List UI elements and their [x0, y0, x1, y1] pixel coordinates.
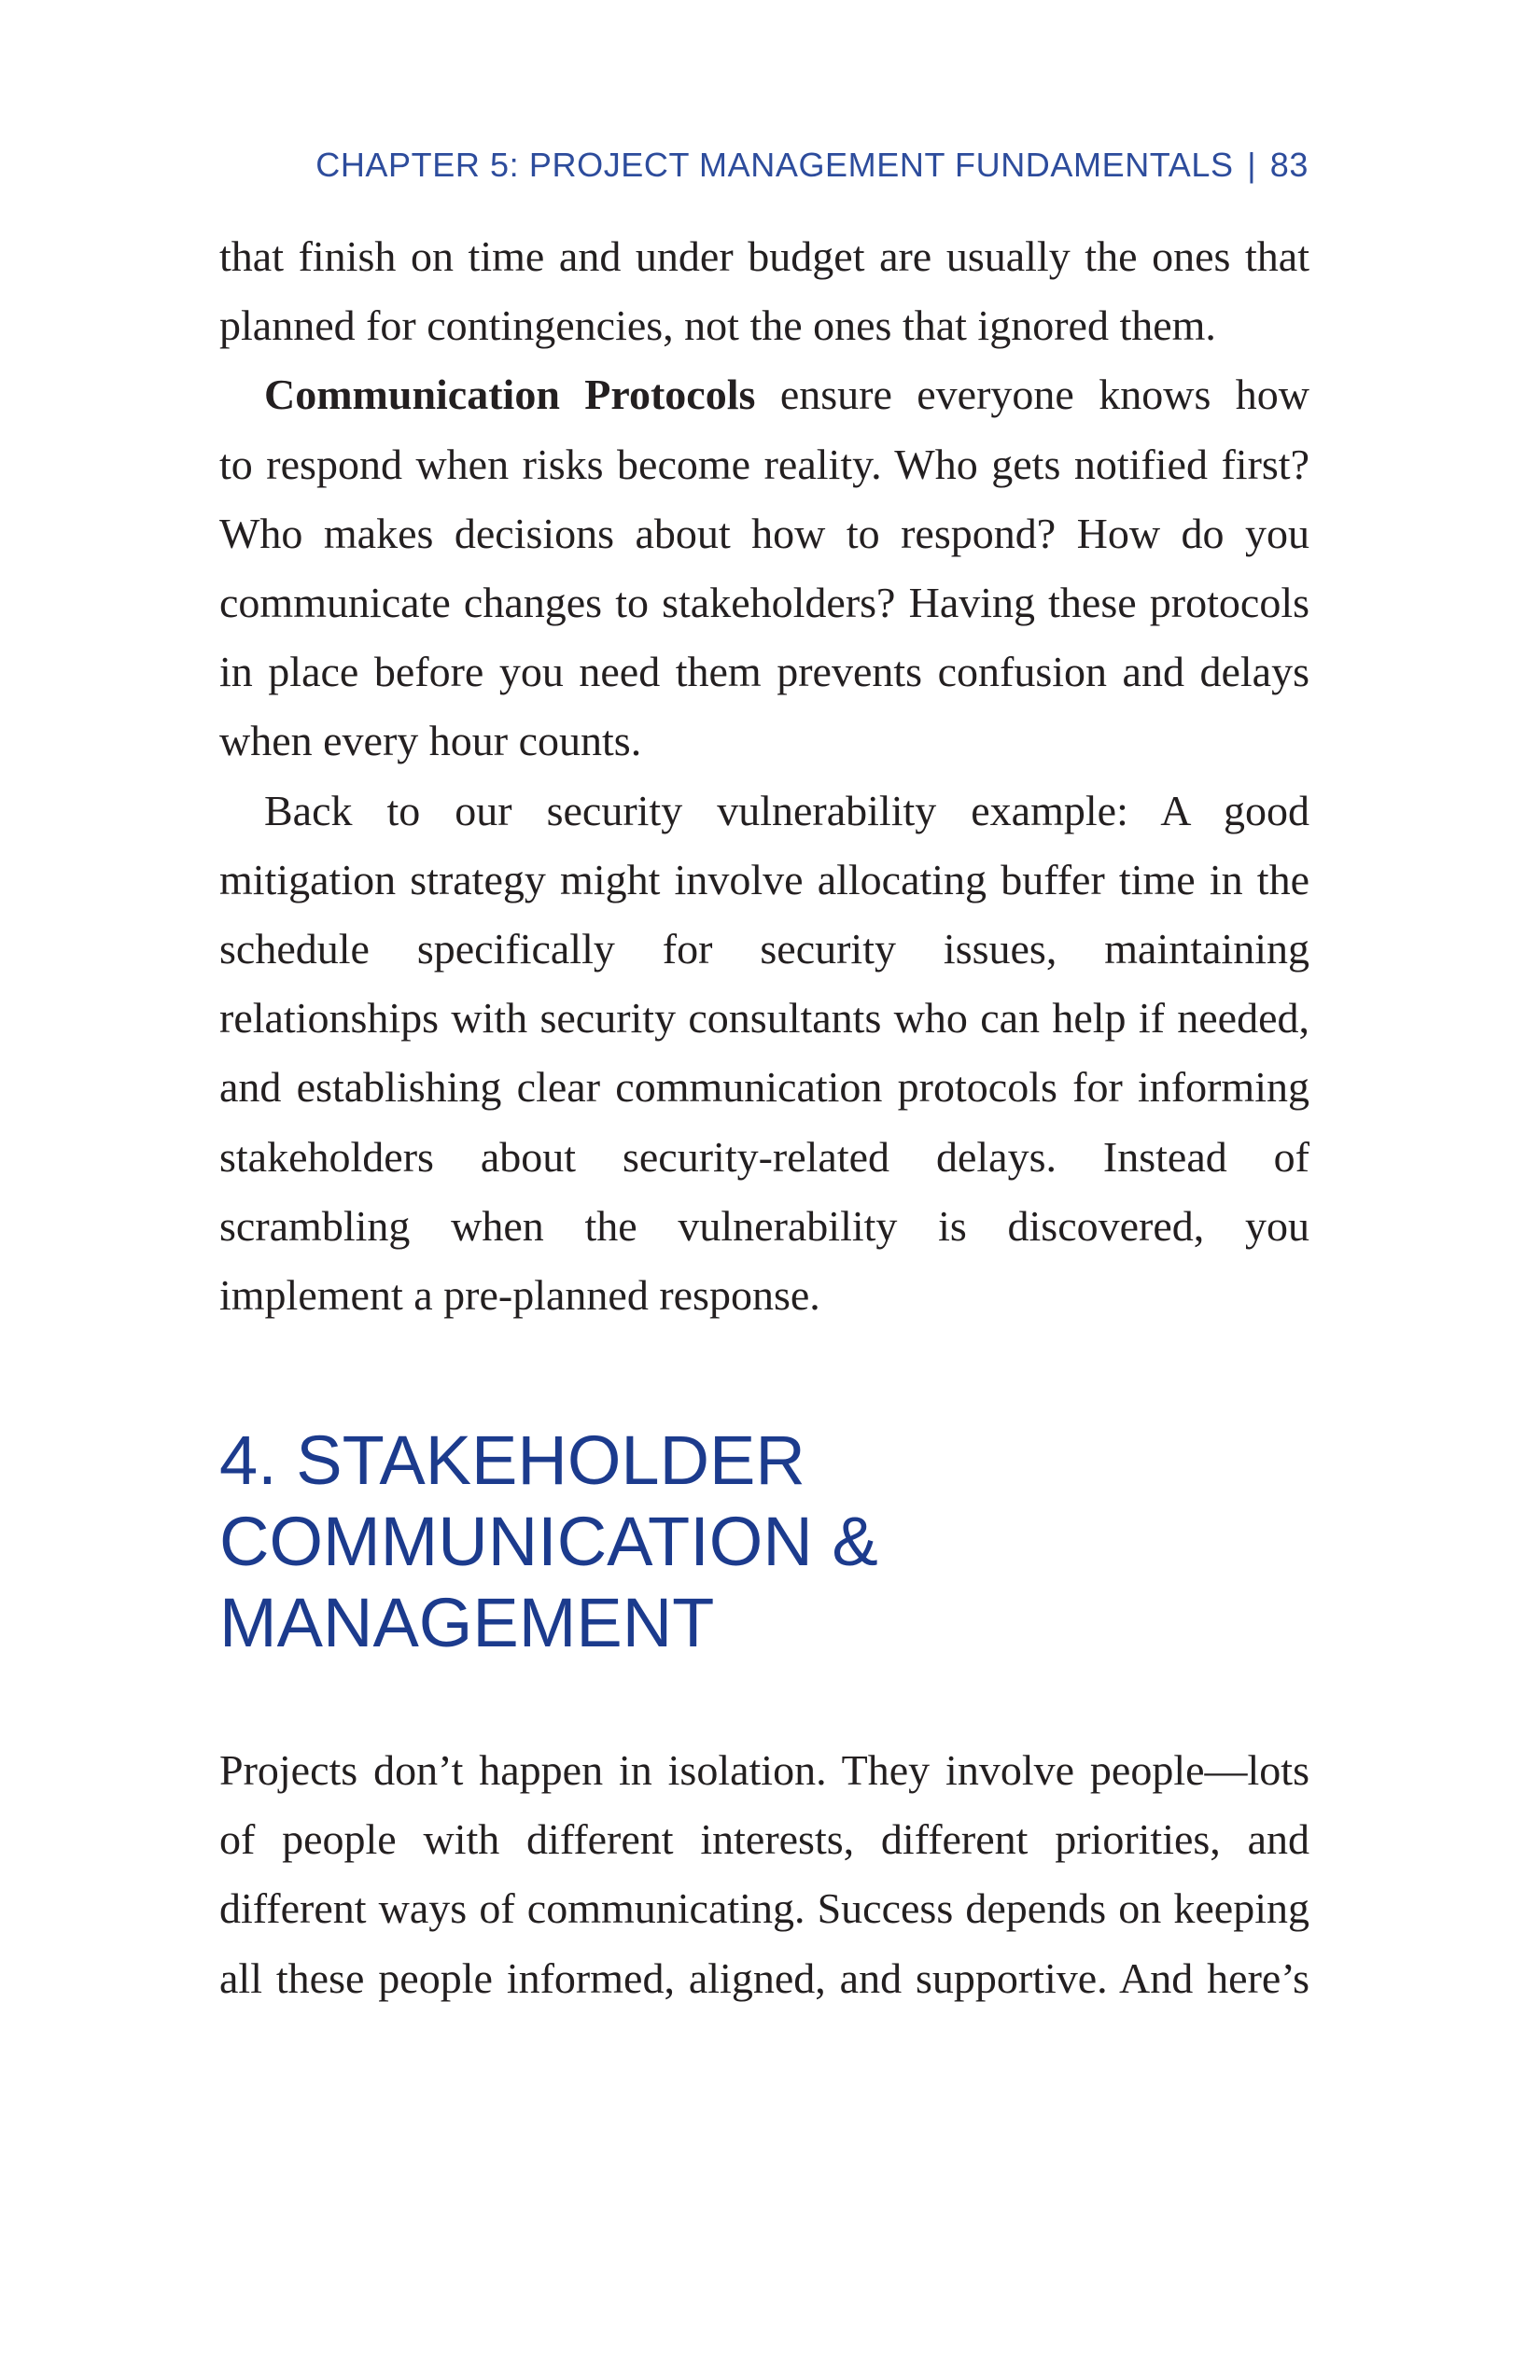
header-separator: | [1247, 146, 1257, 184]
bold-term: Communication Protocols [264, 371, 756, 419]
body-line: and establishing clear communication protocols for informing [219, 1063, 1309, 1112]
body-line [219, 360, 1309, 429]
paragraph [219, 777, 1309, 1331]
body-line: when every hour counts. [219, 717, 642, 765]
page-number: 83 [1269, 146, 1309, 184]
body-line: schedule specifically for security issues, maintaining [219, 925, 1309, 973]
paragraph [219, 1736, 1309, 2013]
body-line: different ways of communicating. Success depends on keeping [219, 1884, 1309, 1933]
heading-line: 4. STAKEHOLDER [219, 1421, 805, 1499]
section-heading [219, 1420, 878, 1663]
body-text [219, 222, 1309, 1330]
body-line: in place before you need them prevents confusion and delays [219, 648, 1309, 696]
body-line: of people with different interests, different priorities, and [219, 1815, 1309, 1864]
body-line: all these people informed, aligned, and supportive. And here’s [219, 1953, 1309, 2002]
body-line: mitigation strategy might involve allocating buffer time in the [219, 855, 1309, 903]
body-line: implement a pre-planned response. [219, 1271, 820, 1320]
running-header [315, 147, 1309, 184]
body-line: Projects don’t happen in isolation. They involve people—lots [219, 1746, 1309, 1794]
body-line: to respond when risks become reality. Who gets notified first? [219, 440, 1309, 488]
body-line: planned for contingencies, not the ones that ignored them. [219, 301, 1216, 350]
heading-line: COMMUNICATION & [219, 1503, 878, 1580]
paragraph [219, 360, 1309, 776]
section-body-text [219, 1736, 1309, 2013]
body-line: stakeholders about security-related delays. Instead of [219, 1132, 1309, 1181]
body-line-text: ensure everyone knows how [779, 371, 1309, 419]
body-line: that finish on time and under budget are usually the ones that [219, 232, 1309, 280]
body-line: scrambling when the vulnerability is discovered, you [219, 1201, 1309, 1250]
body-line: relationships with security consultants who can help if needed, [219, 994, 1309, 1043]
paragraph [219, 222, 1309, 360]
heading-line: MANAGEMENT [219, 1584, 715, 1661]
body-line: Who makes decisions about how to respond? How do you [219, 509, 1309, 557]
chapter-title: CHAPTER 5: PROJECT MANAGEMENT FUNDAMENTALS [315, 146, 1234, 184]
body-line: Back to our security vulnerability example: A good [264, 786, 1309, 834]
body-line: communicate changes to stakeholders? Having these protocols [219, 579, 1309, 627]
